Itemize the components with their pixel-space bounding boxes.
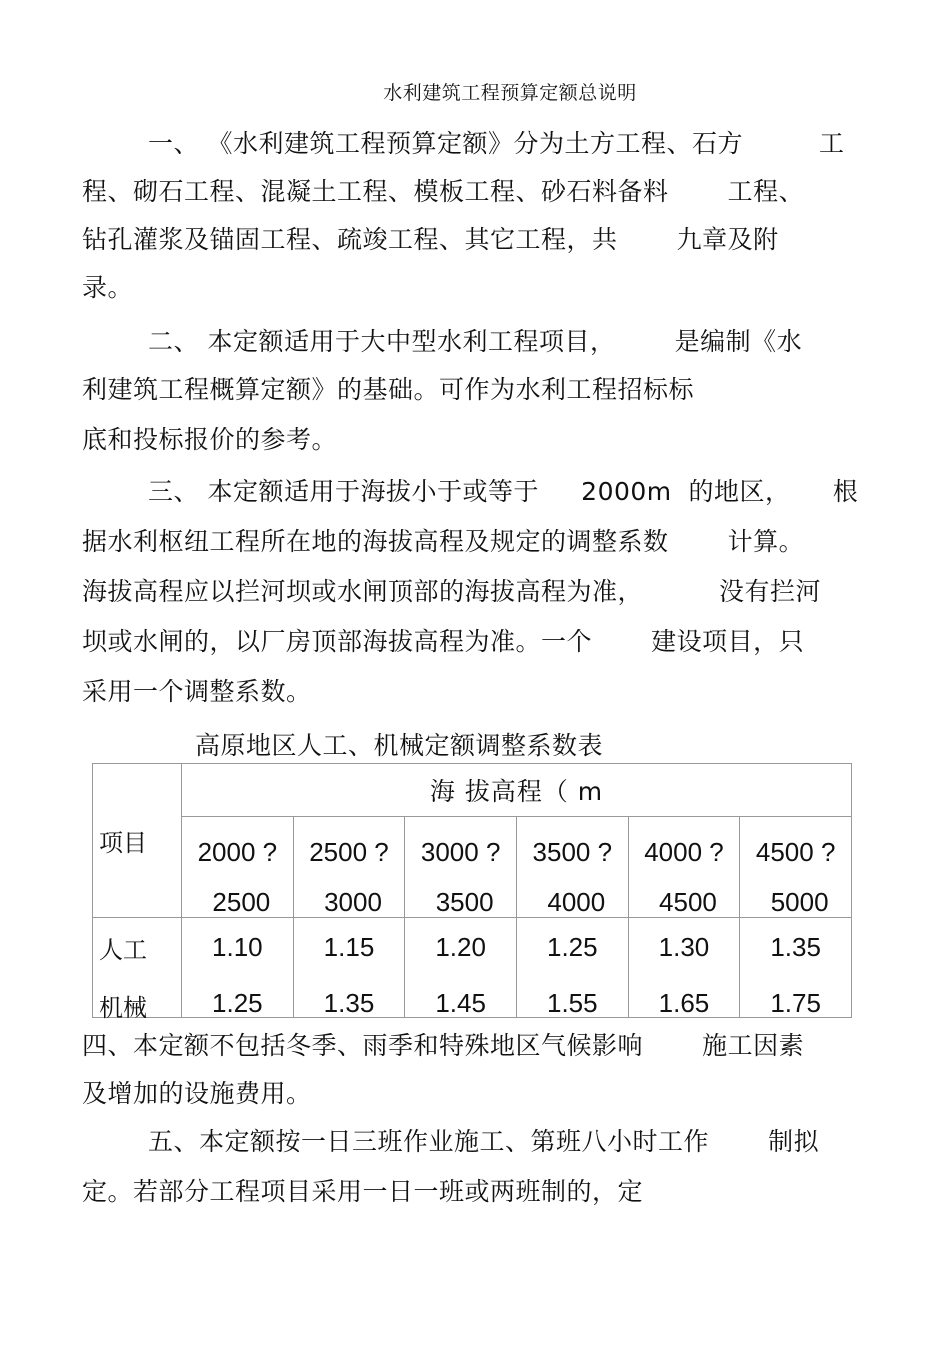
range-to: 3000 <box>324 887 382 917</box>
value-cell <box>516 918 628 1018</box>
para-1-line-3: 钻孔灌浆及锚固工程、疏竣工程、其它工程，共 九章及附 <box>82 225 779 254</box>
labor-value: 1.35 <box>770 932 821 962</box>
coefficient-row <box>93 918 852 1018</box>
value-cell <box>405 918 517 1018</box>
range-to: 4000 <box>547 887 606 917</box>
para-3-line-3: 海拔高程应以拦河坝或水闸顶部的海拔高程为准， 没有拦河 <box>82 577 822 606</box>
row-label-cell <box>93 918 182 1022</box>
item-header <box>93 764 182 918</box>
machine-value: 1.45 <box>435 988 486 1018</box>
range-cell <box>740 817 852 918</box>
labor-value: 1.30 <box>658 932 710 962</box>
machine-value: 1.55 <box>546 988 598 1018</box>
range-cell <box>293 817 405 918</box>
para-1-line-2: 程、砌石工程、混凝土工程、模板工程、砂石料备料 工程、 <box>82 177 805 206</box>
para-1-line-4: 录。 <box>82 273 134 302</box>
para-2-line-1: 二、 本定额适用于大中型水利工程项目， 是编制《水 <box>148 327 803 356</box>
range-to: 5000 <box>770 887 829 917</box>
range-row <box>93 817 852 918</box>
doc-title: 水利建筑工程预算定额总说明 <box>383 82 637 104</box>
para-3-line-2: 据水利枢纽工程所在地的海拔高程及规定的调整系数 计算。 <box>82 527 805 556</box>
range-from: 4500 ? <box>755 837 836 867</box>
machine-value: 1.25 <box>212 988 263 1018</box>
para-3-line-5: 采用一个调整系数。 <box>82 677 312 706</box>
value-cell <box>182 918 294 1018</box>
machine-value: 1.35 <box>323 988 375 1018</box>
value-cell <box>628 918 740 1018</box>
labor-value: 1.25 <box>546 932 598 962</box>
para-2-line-3: 底和投标报价的参考。 <box>82 425 338 454</box>
item-header-label: 项目 <box>99 829 147 857</box>
value-cell <box>293 918 405 1018</box>
machine-value: 1.65 <box>658 988 710 1018</box>
range-to: 3500 <box>435 887 494 917</box>
range-from: 2000 ? <box>197 837 278 867</box>
labor-label: 人工 <box>99 936 147 964</box>
para-3-line-4: 坝或水闸的，以厂房顶部海拔高程为准。一个 建设项目，只 <box>82 627 805 656</box>
range-cell <box>628 817 740 918</box>
para-5-line-1: 五、本定额按一日三班作业施工、第班八小时工作 制拟 <box>148 1127 820 1156</box>
altitude-header: 海 拔高程（ m <box>182 764 852 817</box>
range-from: 3000 ? <box>420 837 501 867</box>
machine-value: 1.75 <box>770 988 821 1018</box>
range-cell <box>182 817 294 918</box>
labor-value: 1.20 <box>435 932 486 962</box>
range-cell <box>405 817 517 918</box>
range-from: 3500 ? <box>532 837 613 867</box>
para-1-line-1: 一、 《水利建筑工程预算定额》分为土方工程、石方 工 <box>148 129 845 158</box>
range-to: 4500 <box>659 887 717 917</box>
para-5-line-2: 定。若部分工程项目采用一日一班或两班制的，定 <box>82 1177 644 1206</box>
para-4-line-1: 四、本定额不包括冬季、雨季和特殊地区气候影响 施工因素 <box>82 1031 805 1060</box>
para-3-line-1: 三、 本定额适用于海拔小于或等于 2000m 的地区， 根 <box>148 477 859 506</box>
para-2-line-2: 利建筑工程概算定额》的基础。可作为水利工程招标标 <box>82 375 695 404</box>
coefficient-table <box>92 763 852 1022</box>
range-from: 2500 ? <box>309 837 389 867</box>
labor-value: 1.15 <box>323 932 375 962</box>
para-4-line-2: 及增加的设施费用。 <box>82 1079 312 1108</box>
range-from: 4000 ? <box>644 837 724 867</box>
table-caption: 高原地区人工、机械定额调整系数表 <box>195 731 604 760</box>
machine-label: 机械 <box>99 994 147 1022</box>
range-cell <box>516 817 628 918</box>
value-cell <box>740 918 852 1018</box>
range-to: 2500 <box>212 887 271 917</box>
labor-value: 1.10 <box>212 932 263 962</box>
